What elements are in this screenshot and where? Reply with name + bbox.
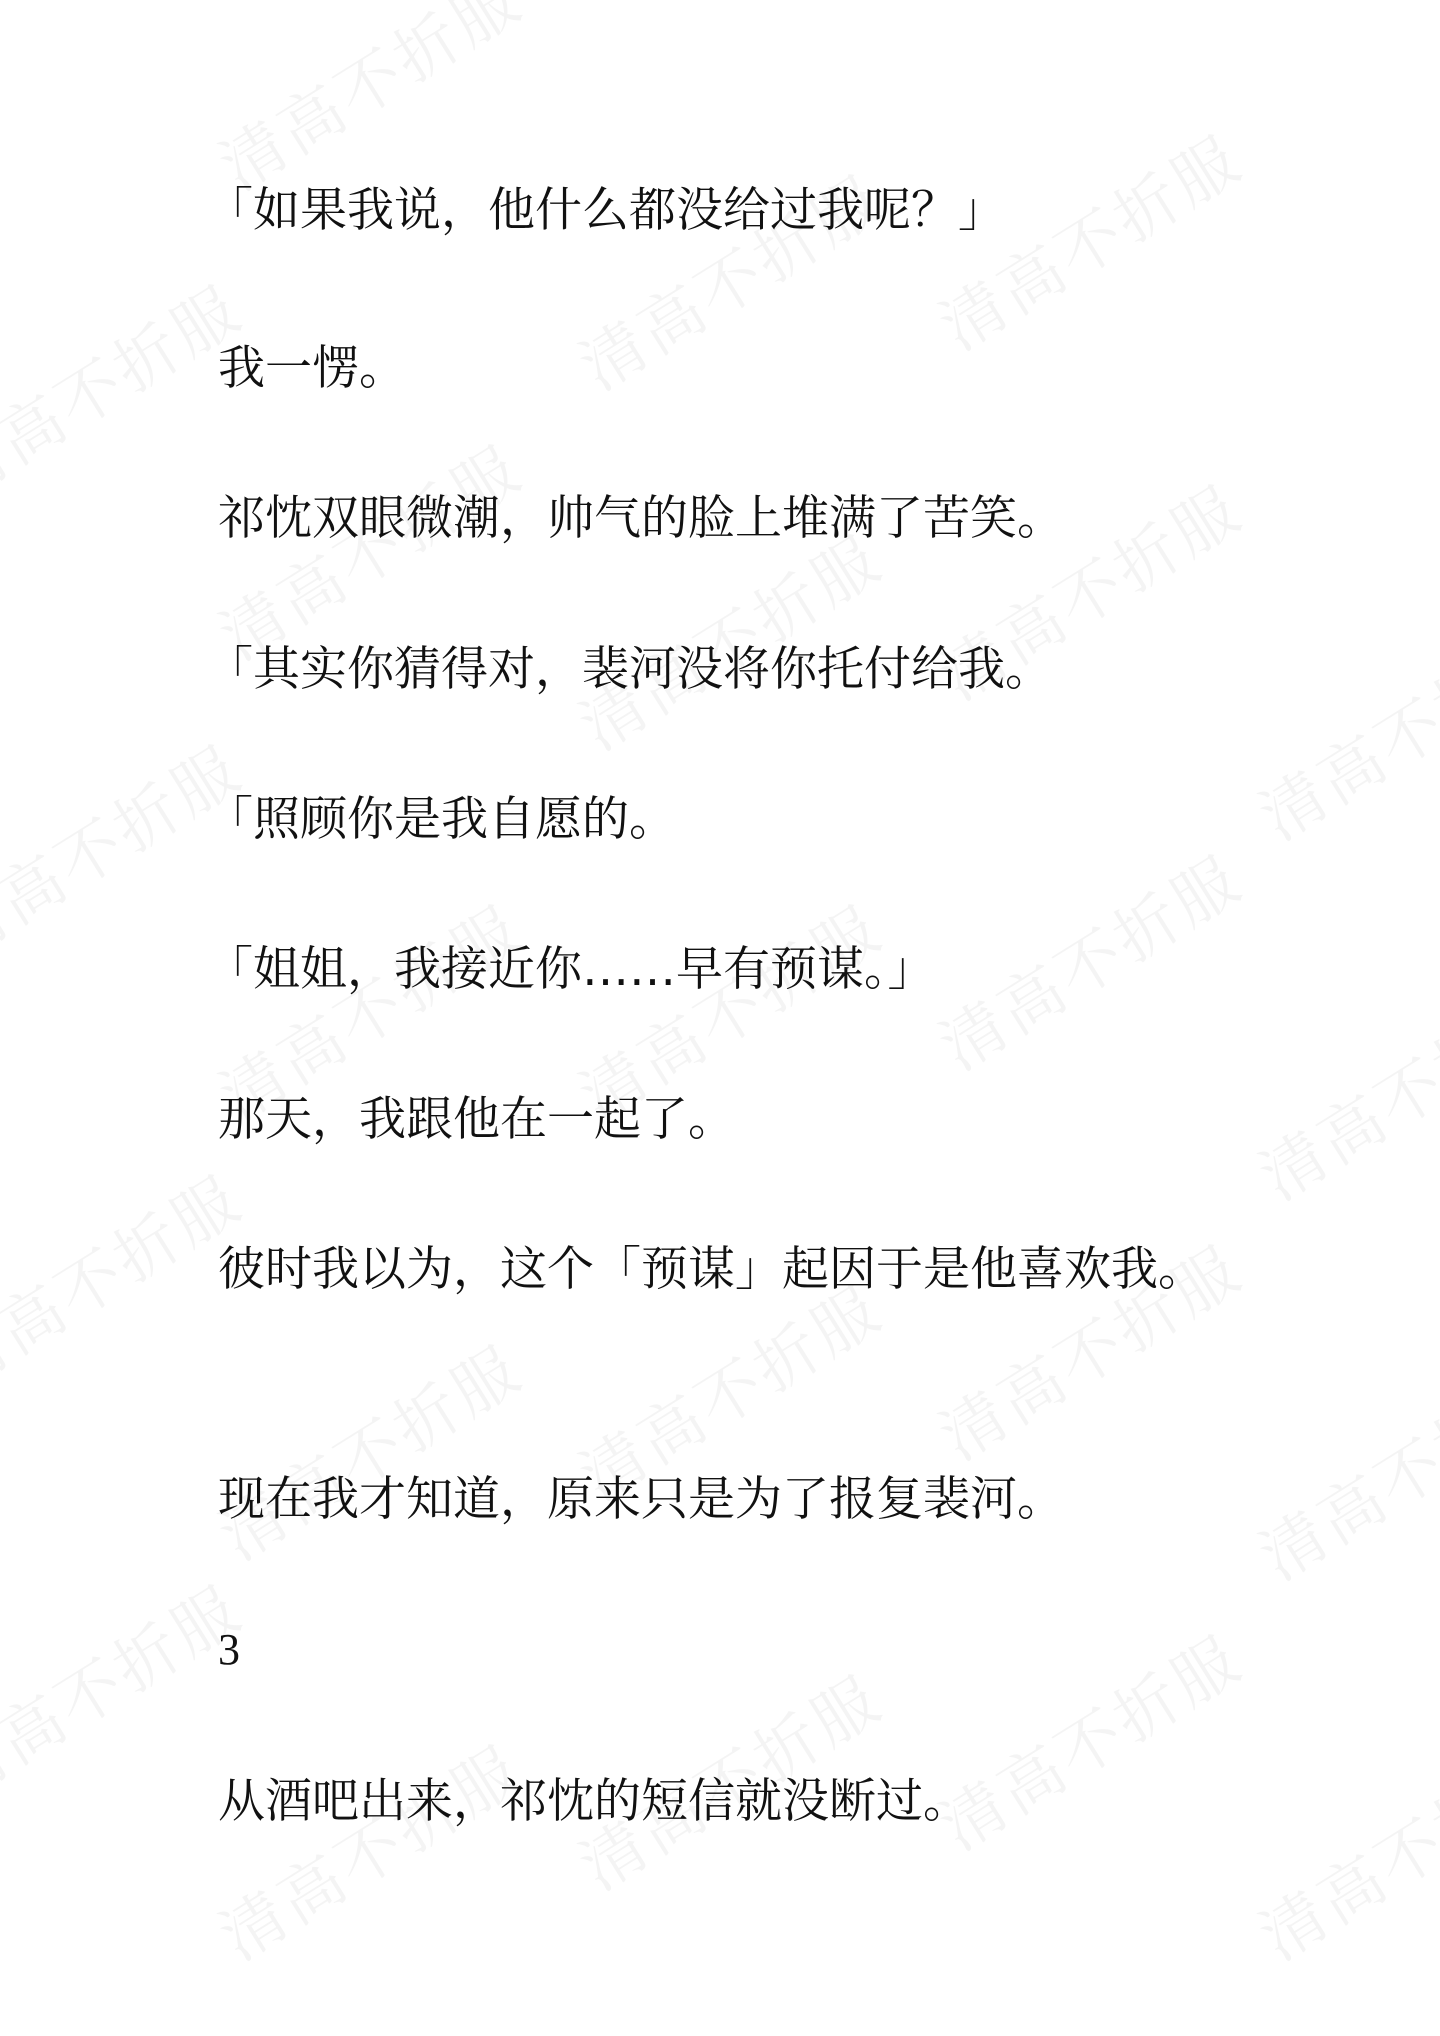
watermark xyxy=(1240,1720,1440,1978)
watermark xyxy=(200,1320,537,1578)
paragraph-narration-6: 从酒吧出来，祁忱的短信就没断过。 xyxy=(218,1774,970,1829)
watermark xyxy=(1240,960,1440,1218)
paragraph-narration-1: 我一愣。 xyxy=(218,341,406,396)
paragraph-dialogue-2: 「其实你猜得对，裴河没将你托付给我。 xyxy=(206,642,1052,697)
paragraph-dialogue-4: 「姐姐，我接近你……早有预谋。」 xyxy=(206,942,935,997)
paragraph-narration-3: 那天，我跟他在一起了。 xyxy=(218,1092,735,1147)
chapter-number: 3 xyxy=(218,1625,240,1674)
paragraph-narration-5: 现在我才知道，原来只是为了报复裴河。 xyxy=(218,1472,1064,1527)
paragraph-narration-4: 彼时我以为，这个「预谋」起因于是他喜欢我。 xyxy=(218,1242,1205,1297)
watermark xyxy=(1240,1340,1440,1598)
paragraph-dialogue-3: 「照顾你是我自愿的。 xyxy=(206,792,676,847)
paragraph-dialogue-1: 「如果我说，他什么都没给过我呢？」 xyxy=(206,183,1005,238)
watermark xyxy=(1240,600,1440,858)
watermark xyxy=(200,1720,537,1978)
paragraph-narration-2: 祁忱双眼微潮，帅气的脸上堆满了苦笑。 xyxy=(218,491,1064,546)
